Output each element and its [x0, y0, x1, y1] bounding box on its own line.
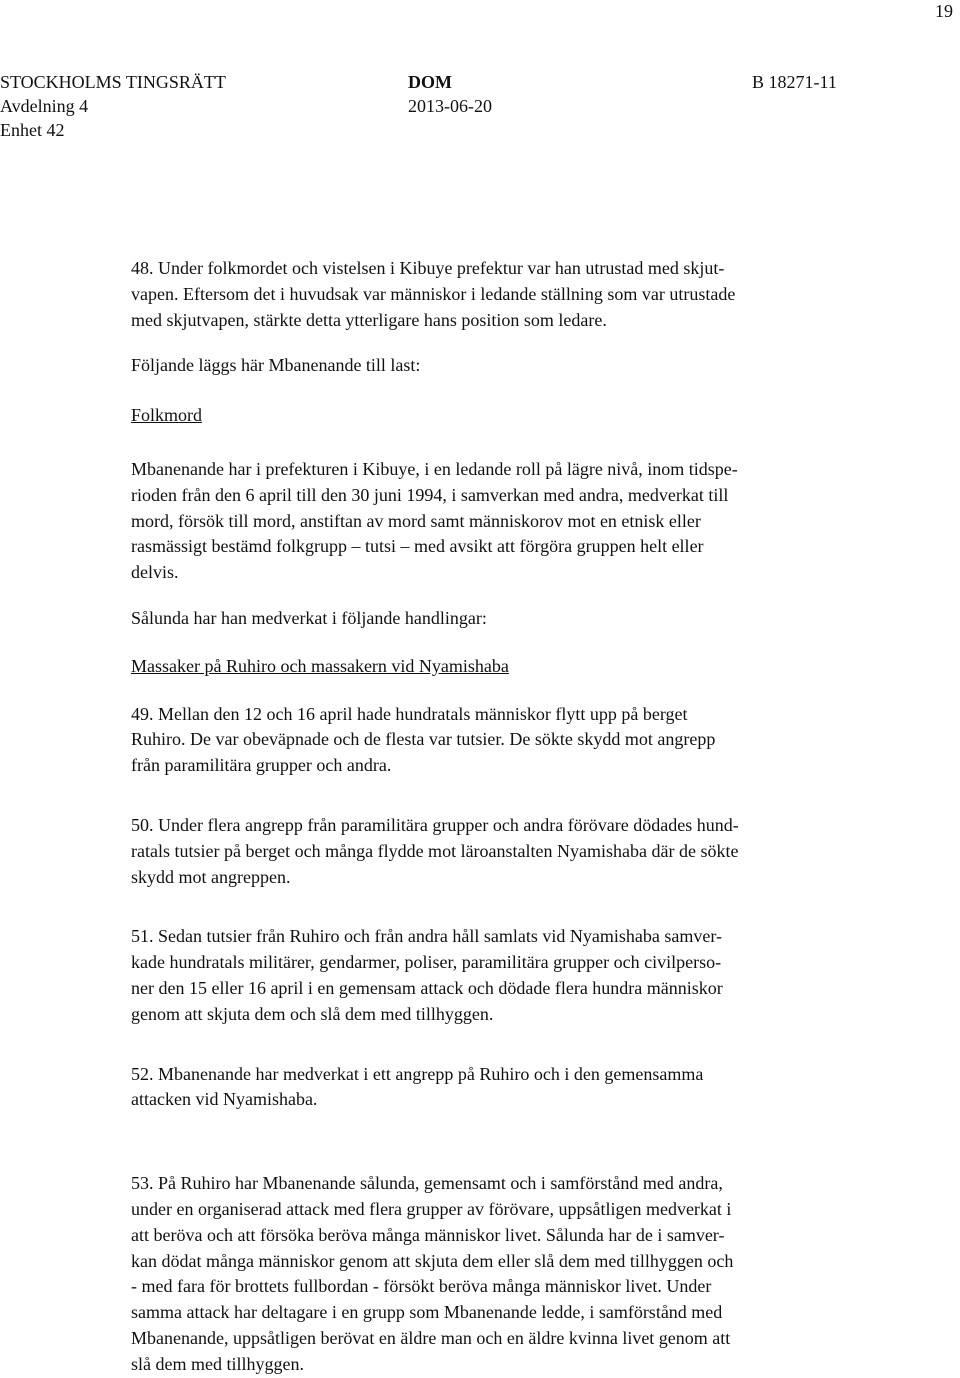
text-line: attacken vid Nyamishaba. — [131, 1089, 318, 1110]
paragraph-50 — [131, 813, 876, 890]
text-line: mord, försök till mord, anstiftan av mord samt människorov mot en etnisk eller — [131, 510, 701, 531]
text-line: Ruhiro. De var obeväpnade och de flesta var tutsier. De sökte skydd mot angrepp — [131, 729, 716, 750]
charges-intro: Följande läggs här Mbanenande till last: — [131, 355, 421, 376]
text-line: rioden från den 6 april till den 30 juni 1994, i samverkan med andra, medverkat till — [131, 484, 729, 505]
page-number: 19 — [935, 1, 953, 21]
heading-massacre: Massaker på Ruhiro och massakern vid Nyamishaba — [131, 655, 509, 676]
text-line: att beröva och att försöka beröva många människor livet. Sålunda har de i samver- — [131, 1224, 725, 1245]
text-line: kan dödat många människor genom att skjuta dem eller slå dem med tillhyggen och — [131, 1250, 734, 1271]
acts-intro: Sålunda har han medverkat i följande handlingar: — [131, 607, 487, 628]
text-line: under en organiserad attack med flera grupper av förövare, uppsåtligen medverkat i — [131, 1198, 732, 1219]
text-line: genom att skjuta dem och slå dem med tillhyggen. — [131, 1003, 494, 1024]
text-line: från paramilitära grupper och andra. — [131, 755, 392, 776]
document-date: 2013-06-20 — [408, 96, 492, 116]
text-line: - med fara för brottets fullbordan - försökt beröva många människor livet. Under — [131, 1276, 712, 1297]
paragraph-51 — [131, 924, 876, 1027]
text-line: ner den 15 eller 16 april i en gemensam attack och dödade flera hundra människor — [131, 977, 723, 998]
text-line: 52. Mbanenande har medverkat i ett angrepp på Ruhiro och i den gemensamma — [131, 1063, 704, 1084]
text-line: ratals tutsier på berget och många flydde mot läroanstalten Nyamishaba där de sökte — [131, 840, 739, 861]
text-line: 48. Under folkmordet och vistelsen i Kibuye prefektur var han utrustad med skjut- — [131, 258, 725, 278]
text-line: slå dem med tillhyggen. — [131, 1353, 304, 1374]
department: Avdelning 4 — [0, 96, 89, 116]
genocide-description — [131, 457, 876, 586]
court-name: STOCKHOLMS TINGSRÄTT — [0, 72, 226, 92]
text-line: 50. Under flera angrepp från paramilitära grupper och andra förövare dödades hund- — [131, 814, 739, 835]
text-line: samma attack har deltagare i en grupp som Mbanenande ledde, i samförstånd med — [131, 1302, 723, 1323]
text-line: 51. Sedan tutsier från Ruhiro och från andra håll samlats vid Nyamishaba samver- — [131, 926, 722, 947]
paragraph-52 — [131, 1062, 876, 1114]
paragraph-49 — [131, 702, 876, 779]
paragraph-48 — [131, 256, 876, 333]
text-line: Mbanenande har i prefekturen i Kibuye, i en ledande roll på lägre nivå, inom tidspe- — [131, 458, 738, 479]
text-line: kade hundratals militärer, gendarmer, poliser, paramilitära grupper och civilperso- — [131, 952, 722, 973]
text-line: skydd mot angreppen. — [131, 866, 291, 887]
heading-genocide: Folkmord — [131, 405, 203, 426]
text-line: rasmässigt bestämd folkgrupp – tutsi – med avsikt att förgöra gruppen helt eller — [131, 536, 704, 557]
text-line: med skjutvapen, stärkte detta ytterligare hans position som ledare. — [131, 309, 607, 330]
document-body — [131, 256, 876, 1378]
text-line: 53. På Ruhiro har Mbanenande sålunda, gemensamt och i samförstånd med andra, — [131, 1173, 723, 1194]
unit: Enhet 42 — [0, 120, 65, 140]
text-line: delvis. — [131, 562, 179, 583]
paragraph-53 — [131, 1171, 876, 1377]
text-line: vapen. Eftersom det i huvudsak var människor i ledande ställning som var utrustade — [131, 283, 736, 304]
text-line: Mbanenande, uppsåtligen berövat en äldre man och en äldre kvinna livet genom att — [131, 1327, 731, 1348]
document-type: DOM — [408, 72, 452, 92]
case-number: B 18271-11 — [752, 72, 837, 92]
text-line: 49. Mellan den 12 och 16 april hade hundratals människor flytt upp på berget — [131, 703, 688, 724]
